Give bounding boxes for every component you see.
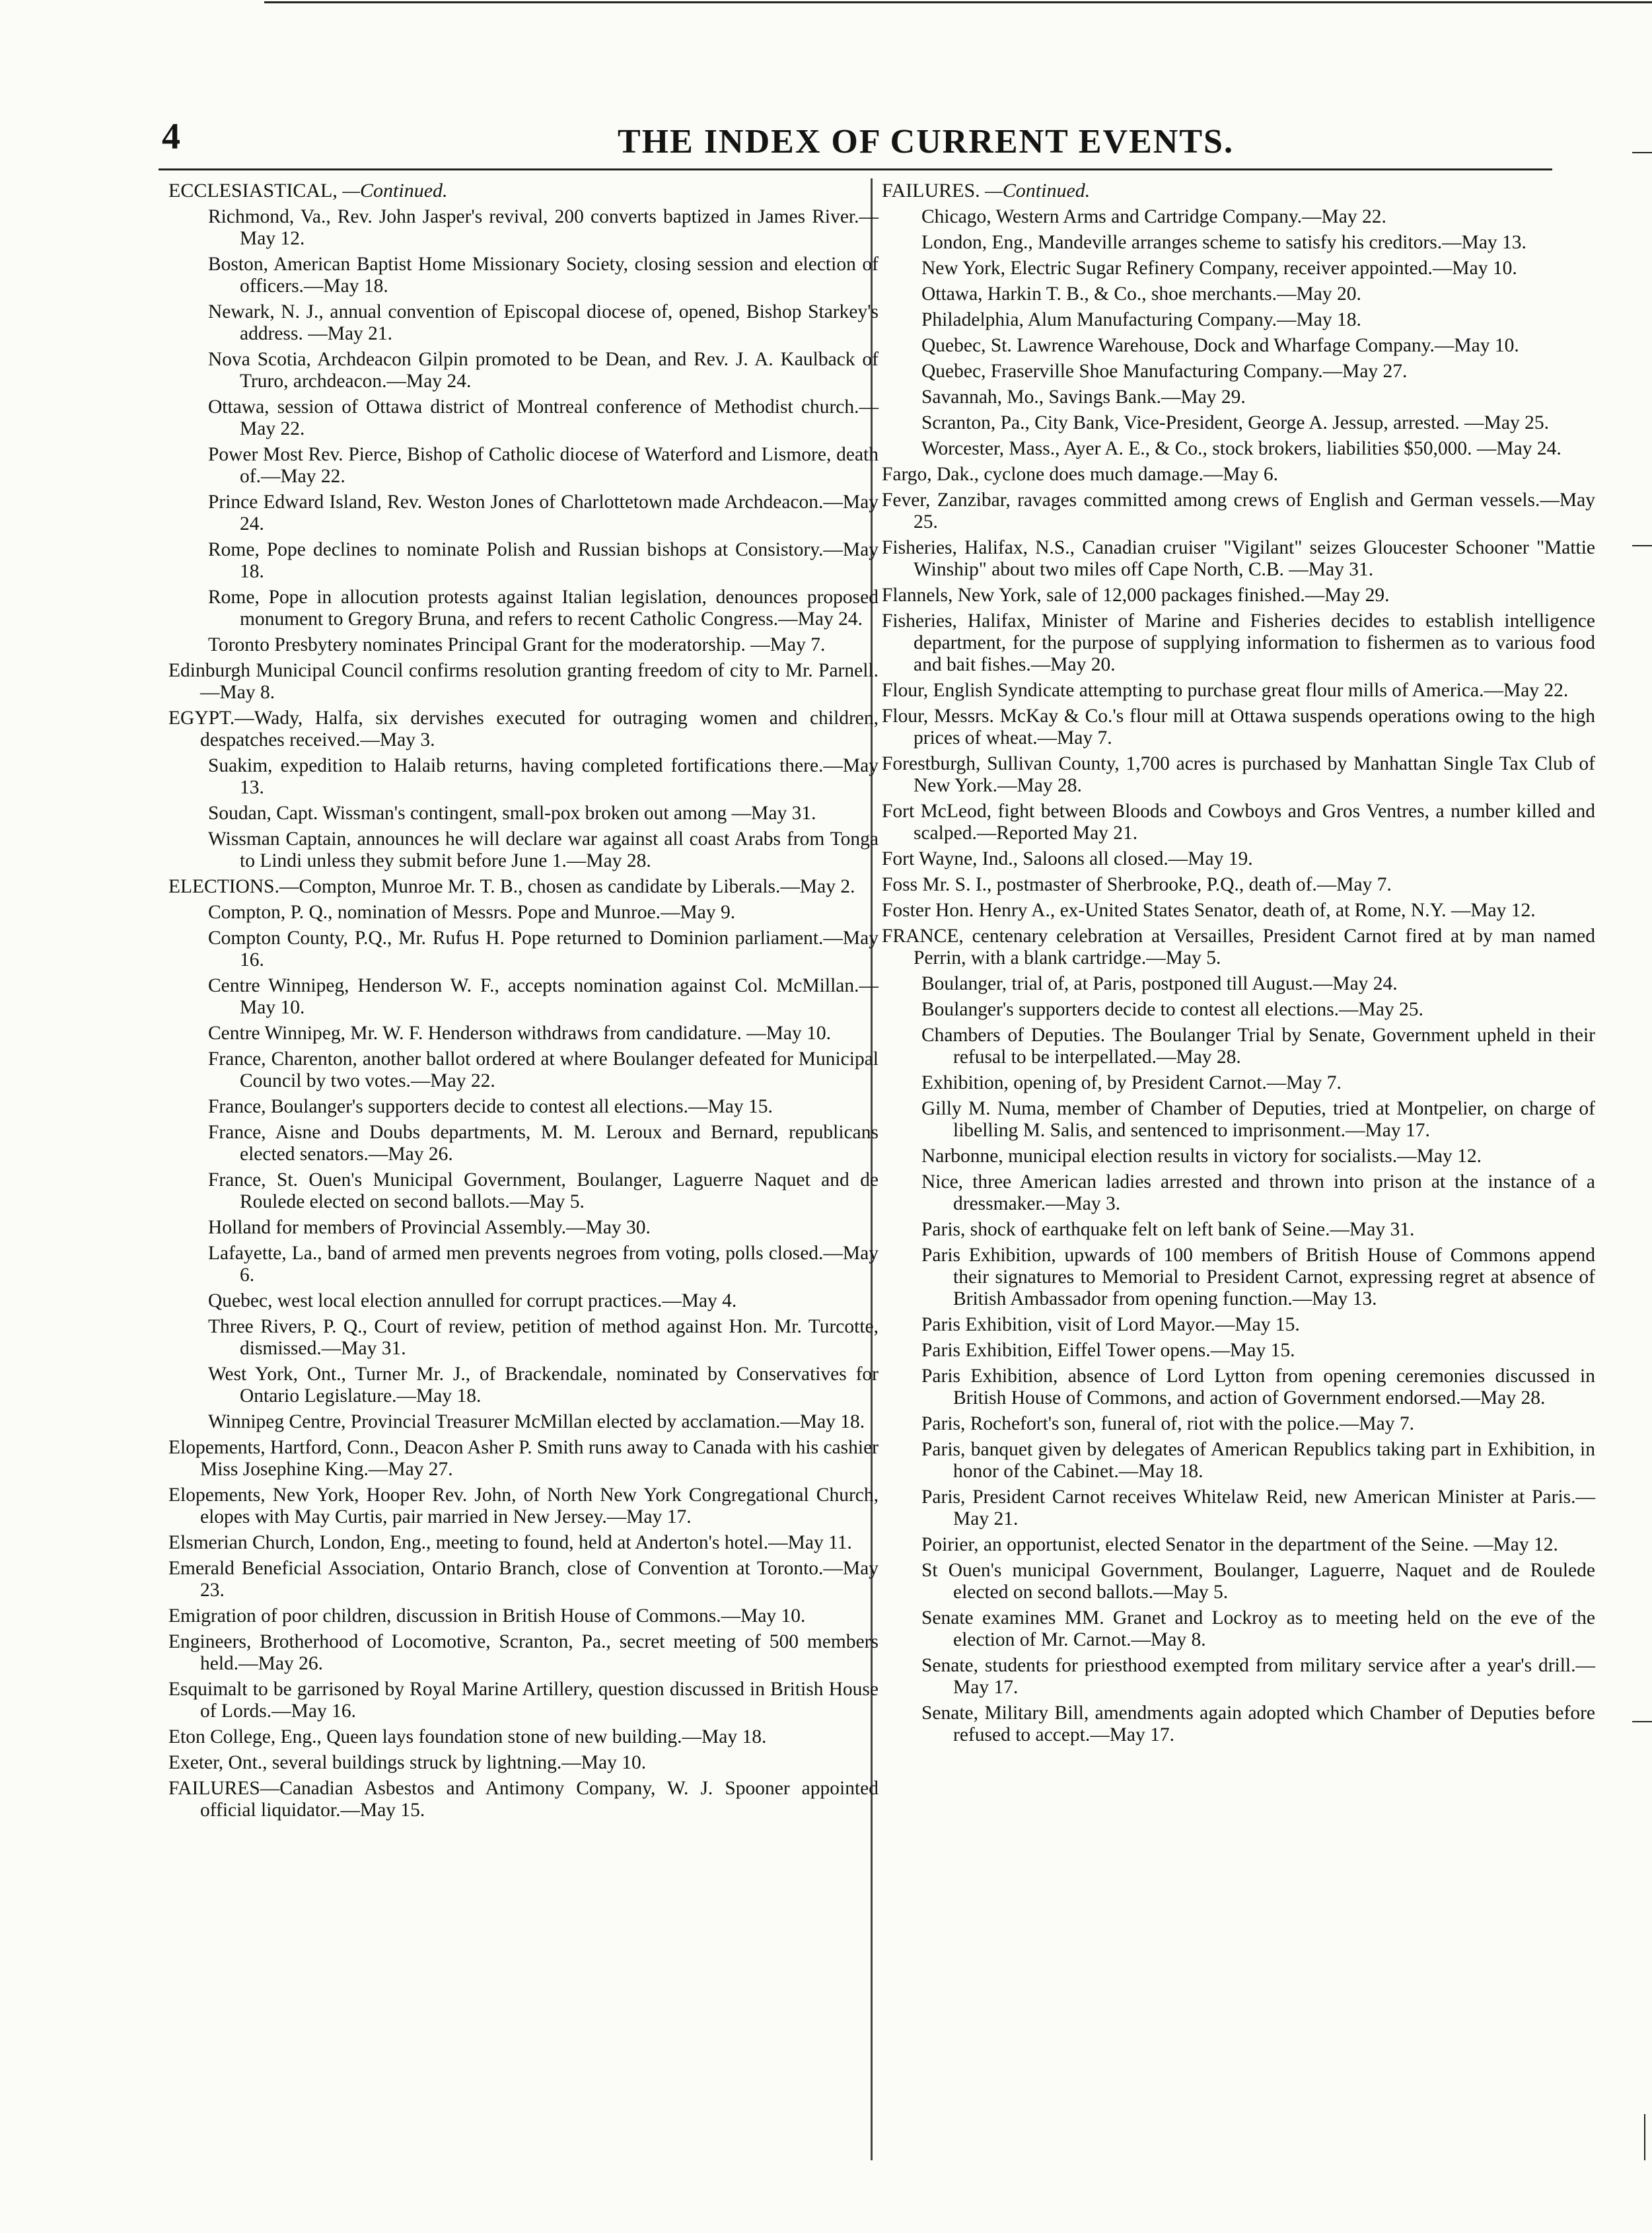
- index-entry: Centre Winnipeg, Mr. W. F. Henderson withdraws from candidature. —May 10.: [208, 1023, 832, 1044]
- index-entry: Senate, students for priesthood exempted from military service after a year's drill.—May 17.: [921, 1655, 1595, 1698]
- index-entry: Holland for members of Provincial Assembly.—May 30.: [208, 1217, 651, 1238]
- running-title: THE INDEX OF CURRENT EVENTS.: [618, 123, 1234, 161]
- index-entry: Elopements, New York, Hooper Rev. John, of North New York Congregational Church, elopes with May Curtis, pair married in New Jersey.—May 17.: [168, 1484, 879, 1527]
- index-entry: Winnipeg Centre, Provincial Treasurer McMillan elected by acclamation.—May 18.: [208, 1411, 865, 1432]
- index-entry: Quebec, Fraserville Shoe Manufacturing Company.—May 27.: [921, 361, 1408, 382]
- page-header: [155, 116, 1516, 168]
- index-entry: Paris Exhibition, absence of Lord Lytton from opening ceremonies discussed in British House of Commons, and action of Government endorsed.—May 28.: [921, 1366, 1595, 1409]
- index-entry: Three Rivers, P. Q., Court of review, petition of method against Hon. Mr. Turcotte, dismissed.—May 31.: [208, 1316, 879, 1359]
- index-entry: Emigration of poor children, discussion in British House of Commons.—May 10.: [168, 1605, 806, 1627]
- left-column: [168, 180, 879, 1825]
- index-entry: Scranton, Pa., City Bank, Vice-President, George A. Jessup, arrested. —May 25.: [921, 412, 1549, 433]
- index-entry: Emerald Beneficial Association, Ontario Branch, close of Convention at Toronto.—May 23.: [168, 1558, 879, 1601]
- index-entry: Flour, Messrs. McKay & Co.'s flour mill at Ottawa suspends operations owing to the high prices of wheat.—May 7.: [882, 706, 1595, 749]
- index-entry: Prince Edward Island, Rev. Weston Jones of Charlottetown made Archdeacon.—May 24.: [208, 492, 879, 534]
- index-entry: Paris Exhibition, visit of Lord Mayor.—May 15.: [921, 1314, 1300, 1335]
- index-entry: Boulanger, trial of, at Paris, postponed till August.—May 24.: [921, 973, 1398, 994]
- index-entry: Nova Scotia, Archdeacon Gilpin promoted to be Dean, and Rev. J. A. Kaulback of Truro, archdeacon.—May 24.: [208, 349, 879, 392]
- index-entry: Foster Hon. Henry A., ex-United States Senator, death of, at Rome, N.Y. —May 12.: [882, 900, 1536, 921]
- index-entry: Boulanger's supporters decide to contest all elections.—May 25.: [921, 999, 1423, 1020]
- index-entry: Boston, American Baptist Home Missionary Society, closing session and election of officers.—May 18.: [208, 254, 879, 297]
- top-border-line: [264, 1, 1652, 3]
- continued-label: —Continued.: [985, 180, 1091, 201]
- page-edge-mark: [1632, 1721, 1652, 1722]
- index-entry: Flour, English Syndicate attempting to purchase great flour mills of America.—May 22.: [882, 680, 1569, 701]
- index-entry: Richmond, Va., Rev. John Jasper's revival, 200 converts baptized in James River.—May 12.: [208, 206, 879, 249]
- index-entry: Foss Mr. S. I., postmaster of Sherbrooke, P.Q., death of.—May 7.: [882, 874, 1392, 895]
- continued-label: —Continued.: [342, 180, 448, 201]
- index-entry: Esquimalt to be garrisoned by Royal Marine Artillery, question discussed in British House of Lords.—May 16.: [168, 1679, 879, 1722]
- index-entry: Poirier, an opportunist, elected Senator in the department of the Seine. —May 12.: [921, 1534, 1558, 1555]
- index-entry: Worcester, Mass., Ayer A. E., & Co., stock brokers, liabilities $50,000. —May 24.: [921, 438, 1562, 459]
- index-entry: Paris, banquet given by delegates of American Republics taking part in Exhibition, in honor of the Cabinet.—May 18.: [921, 1439, 1595, 1482]
- index-entry: Philadelphia, Alum Manufacturing Company.—May 18.: [921, 309, 1361, 330]
- index-entry: Chicago, Western Arms and Cartridge Company.—May 22.: [921, 206, 1386, 227]
- index-entry: Paris, shock of earthquake felt on left bank of Seine.—May 31.: [921, 1219, 1415, 1240]
- index-entry: Narbonne, municipal election results in victory for socialists.—May 12.: [921, 1146, 1482, 1167]
- index-entry: Rome, Pope in allocution protests against Italian legislation, denounces proposed monument to Gregory Bruna, and refers to recent Catholic Congress.—May 24.: [208, 587, 879, 630]
- page-edge-mark: [1632, 545, 1652, 546]
- index-entry: Flannels, New York, sale of 12,000 packages finished.—May 29.: [882, 585, 1390, 606]
- index-entry: Fargo, Dak., cyclone does much damage.—May 6.: [882, 464, 1278, 485]
- index-entry: EGYPT.—Wady, Halfa, six dervishes executed for outraging women and children, despatches received.—May 3.: [168, 708, 879, 750]
- index-entry: Paris, Rochefort's son, funeral of, riot with the police.—May 7.: [921, 1413, 1414, 1434]
- index-entry: France, Aisne and Doubs departments, M. M. Leroux and Bernard, republicans elected senators.—May 26.: [208, 1122, 879, 1165]
- index-entry: Elsmerian Church, London, Eng., meeting to found, held at Anderton's hotel.—May 11.: [168, 1532, 852, 1553]
- index-entry: Elopements, Hartford, Conn., Deacon Asher P. Smith runs away to Canada with his cashier Miss Josephine King.—May 27.: [168, 1437, 879, 1480]
- right-column: [882, 180, 1595, 1750]
- index-entry: Savannah, Mo., Savings Bank.—May 29.: [921, 386, 1246, 408]
- index-entry: Chambers of Deputies. The Boulanger Trial by Senate, Government upheld in their refusal to be interpellated.—May 28.: [921, 1025, 1595, 1068]
- page-number: 4: [162, 116, 180, 157]
- index-entry: Rome, Pope declines to nominate Polish and Russian bishops at Consistory.—May 18.: [208, 539, 879, 582]
- index-entry: Fisheries, Halifax, Minister of Marine and Fisheries decides to establish intelligence department, for the purpose of supplying information to fishermen as to various food and bait fishes.—May 20.: [882, 610, 1595, 675]
- index-entry: Wissman Captain, announces he will declare war against all coast Arabs from Tonga to Lindi unless they submit before June 1.—May 28.: [208, 828, 879, 871]
- page-edge-mark: [1644, 2114, 1645, 2160]
- index-entry: Gilly M. Numa, member of Chamber of Deputies, tried at Montpelier, on charge of libelling M. Salis, and sentenced to imprisonment.—May 17.: [921, 1098, 1595, 1141]
- index-entry: Edinburgh Municipal Council confirms resolution granting freedom of city to Mr. Parnell.—May 8.: [168, 660, 879, 703]
- index-entry: France, Boulanger's supporters decide to contest all elections.—May 15.: [208, 1096, 773, 1117]
- index-entry: New York, Electric Sugar Refinery Company, receiver appointed.—May 10.: [921, 258, 1517, 279]
- entry-list: [882, 206, 1595, 1746]
- index-entry: Fort Wayne, Ind., Saloons all closed.—May 19.: [882, 848, 1253, 869]
- header-rule: [159, 168, 1552, 170]
- index-entry: Soudan, Capt. Wissman's contingent, small-pox broken out among —May 31.: [208, 803, 816, 824]
- index-entry: Ottawa, Harkin T. B., & Co., shoe merchants.—May 20.: [921, 283, 1361, 305]
- index-entry: Engineers, Brotherhood of Locomotive, Scranton, Pa., secret meeting of 500 members held.—May 26.: [168, 1631, 879, 1674]
- index-entry: Lafayette, La., band of armed men prevents negroes from voting, polls closed.—May 6.: [208, 1243, 879, 1286]
- page-edge-mark: [1632, 152, 1652, 153]
- section-heading: ECCLESIASTICAL,: [168, 180, 338, 201]
- index-entry: Eton College, Eng., Queen lays foundation stone of new building.—May 18.: [168, 1726, 767, 1747]
- index-entry: West York, Ont., Turner Mr. J., of Brackendale, nominated by Conservatives for Ontario Legislature.—May 18.: [208, 1364, 879, 1407]
- index-entry: St Ouen's municipal Government, Boulanger, Laguerre, Naquet and de Roulede elected on second ballots.—May 5.: [921, 1560, 1595, 1603]
- continued-heading: [168, 180, 879, 202]
- entry-list: [168, 206, 879, 1821]
- index-entry: Forestburgh, Sullivan County, 1,700 acres is purchased by Manhattan Single Tax Club of New York.—May 28.: [882, 753, 1595, 796]
- index-entry: Compton, P. Q., nomination of Messrs. Pope and Munroe.—May 9.: [208, 902, 736, 923]
- index-entry: FRANCE, centenary celebration at Versailles, President Carnot fired at by man named Perrin, with a blank cartridge.—May 5.: [882, 926, 1595, 969]
- index-entry: Power Most Rev. Pierce, Bishop of Catholic diocese of Waterford and Lismore, death of.—May 22.: [208, 444, 879, 487]
- index-entry: Senate, Military Bill, amendments again adopted which Chamber of Deputies before refused to accept.—May 17.: [921, 1702, 1595, 1745]
- index-entry: France, St. Ouen's Municipal Government, Boulanger, Laguerre Naquet and de Roulede elected on second ballots.—May 5.: [208, 1169, 879, 1212]
- index-entry: Senate examines MM. Granet and Lockroy as to meeting held on the eve of the election of Mr. Carnot.—May 8.: [921, 1607, 1595, 1650]
- continued-heading: [882, 180, 1595, 202]
- index-entry: Quebec, west local election annulled for corrupt practices.—May 4.: [208, 1290, 737, 1311]
- index-entry: Quebec, St. Lawrence Warehouse, Dock and Wharfage Company.—May 10.: [921, 335, 1519, 356]
- index-entry: Centre Winnipeg, Henderson W. F., accepts nomination against Col. McMillan.—May 10.: [208, 975, 879, 1018]
- index-entry: Ottawa, session of Ottawa district of Montreal conference of Methodist church.—May 22.: [208, 396, 879, 439]
- index-entry: Paris Exhibition, Eiffel Tower opens.—May 15.: [921, 1340, 1295, 1361]
- section-heading: FAILURES.: [882, 180, 980, 201]
- index-entry: Newark, N. J., annual convention of Episcopal diocese of, opened, Bishop Starkey's address. —May 21.: [208, 301, 879, 344]
- index-entry: Suakim, expedition to Halaib returns, having completed fortifications there.—May 13.: [208, 755, 879, 798]
- index-entry: Fever, Zanzibar, ravages committed among crews of English and German vessels.—May 25.: [882, 490, 1595, 532]
- index-entry: France, Charenton, another ballot ordered at where Boulanger defeated for Municipal Council by two votes.—May 22.: [208, 1048, 879, 1091]
- index-entry: Exhibition, opening of, by President Carnot.—May 7.: [921, 1072, 1342, 1093]
- index-entry: Exeter, Ont., several buildings struck by lightning.—May 10.: [168, 1752, 647, 1773]
- index-entry: Compton County, P.Q., Mr. Rufus H. Pope returned to Dominion parliament.—May 16.: [208, 928, 879, 970]
- index-entry: Nice, three American ladies arrested and thrown into prison at the instance of a dressmaker.—May 3.: [921, 1171, 1595, 1214]
- index-entry: FAILURES—Canadian Asbestos and Antimony Company, W. J. Spooner appointed official liquidator.—May 15.: [168, 1778, 879, 1821]
- index-entry: Toronto Presbytery nominates Principal Grant for the moderatorship. —May 7.: [208, 634, 826, 655]
- index-entry: Fisheries, Halifax, N.S., Canadian cruiser "Vigilant" seizes Gloucester Schooner "Mattie Winship" about two miles off Cape North, C.B. —May 31.: [882, 537, 1595, 580]
- index-entry: Paris Exhibition, upwards of 100 members of British House of Commons append their signatures to Memorial to President Carnot, expressing regret at absence of British Ambassador from opening function.—May 13.: [921, 1245, 1595, 1309]
- index-entry: ELECTIONS.—Compton, Munroe Mr. T. B., chosen as candidate by Liberals.—May 2.: [168, 876, 855, 897]
- index-entry: London, Eng., Mandeville arranges scheme to satisfy his creditors.—May 13.: [921, 232, 1526, 253]
- index-entry: Fort McLeod, fight between Bloods and Cowboys and Gros Ventres, a number killed and scalped.—Reported May 21.: [882, 801, 1595, 844]
- index-entry: Paris, President Carnot receives Whitelaw Reid, new American Minister at Paris.—May 21.: [921, 1486, 1595, 1529]
